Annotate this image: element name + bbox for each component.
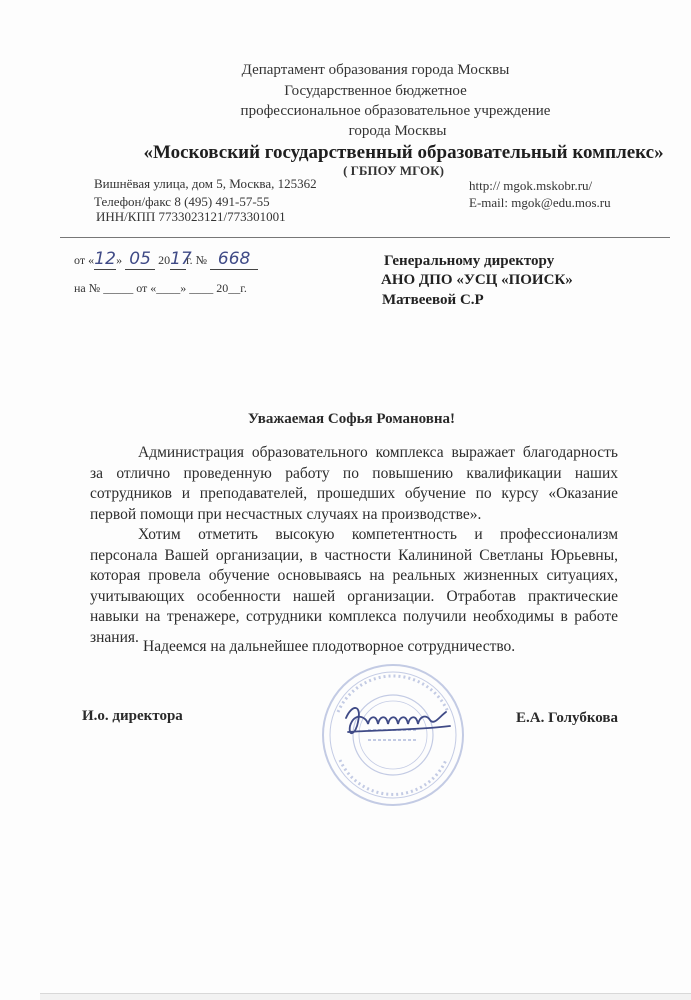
handwritten-signature bbox=[346, 708, 450, 733]
addressee-position: Генеральному директору bbox=[384, 253, 555, 269]
reference-line-1 bbox=[74, 249, 258, 270]
ref-prefix: от « bbox=[74, 253, 95, 267]
header-divider bbox=[60, 237, 670, 238]
ref-year: 17 bbox=[170, 249, 192, 269]
signature-name: Е.А. Голубкова bbox=[516, 710, 619, 726]
ref-month: 05 bbox=[125, 249, 155, 270]
addressee-organization: АНО ДПО «УСЦ «ПОИСК» bbox=[381, 272, 573, 288]
greeting: Уважаемая Софья Романовна! bbox=[247, 411, 456, 427]
header-professional: профессиональное образовательное учреждение bbox=[240, 103, 551, 119]
contact-email: E-mail: mgok@edu.mos.ru bbox=[469, 195, 611, 210]
contact-inn: ИНН/КПП 7733023121/773301001 bbox=[96, 209, 286, 224]
ref-mid: » bbox=[116, 253, 123, 267]
scan-edge bbox=[40, 993, 691, 1000]
paragraph-1: Администрация образовательного комплекса выражает благодарность за отлично проведенную работу по повышению квалификации наших сотрудников и преподавателей, прошедших обучение по курсу «Оказание первой помощи при несчастных случаях на производстве». bbox=[90, 444, 618, 523]
letter-body bbox=[90, 443, 618, 648]
ref-year-prefix: 20 bbox=[158, 253, 171, 267]
header-abbr: ( ГБПОУ МГОК) bbox=[343, 163, 444, 178]
header-city: города Москвы bbox=[348, 123, 447, 139]
header-gb: Государственное бюджетное bbox=[284, 83, 467, 99]
ref-number: 668 bbox=[210, 249, 258, 270]
contact-phone: Телефон/факс 8 (495) 491-57-55 bbox=[94, 194, 270, 209]
ref-suffix: г. № bbox=[186, 253, 208, 267]
contact-address: Вишнёвая улица, дом 5, Москва, 125362 bbox=[94, 176, 317, 191]
closing-line: Надеемся на дальнейшее плодотворное сотрудничество. bbox=[143, 638, 516, 655]
paragraph-2: Хотим отметить высокую компетентность и профессионализм персонала Вашей организации, в частности Калининой Светланы Юрьевны, которая провела обучение основываясь на реальных жизненных ситуациях, учитывающих особенности нашей организации. Отработав практические навыки на тренажере, сотрудники комплекса получили необходимы в работе знания. bbox=[90, 526, 618, 646]
reference-line-2: на № _____ от «____» ____ 20__г. bbox=[74, 281, 247, 295]
ref-day: 12 bbox=[94, 249, 116, 269]
contact-website: http:// mgok.mskobr.ru/ bbox=[469, 178, 593, 193]
addressee-name: Матвеевой С.Р bbox=[382, 292, 484, 308]
signature-position: И.о. директора bbox=[82, 708, 183, 724]
official-stamp bbox=[318, 660, 468, 810]
header-title: «Московский государственный образовательный комплекс» bbox=[143, 142, 664, 163]
header-department: Департамент образования города Москвы bbox=[241, 62, 510, 78]
